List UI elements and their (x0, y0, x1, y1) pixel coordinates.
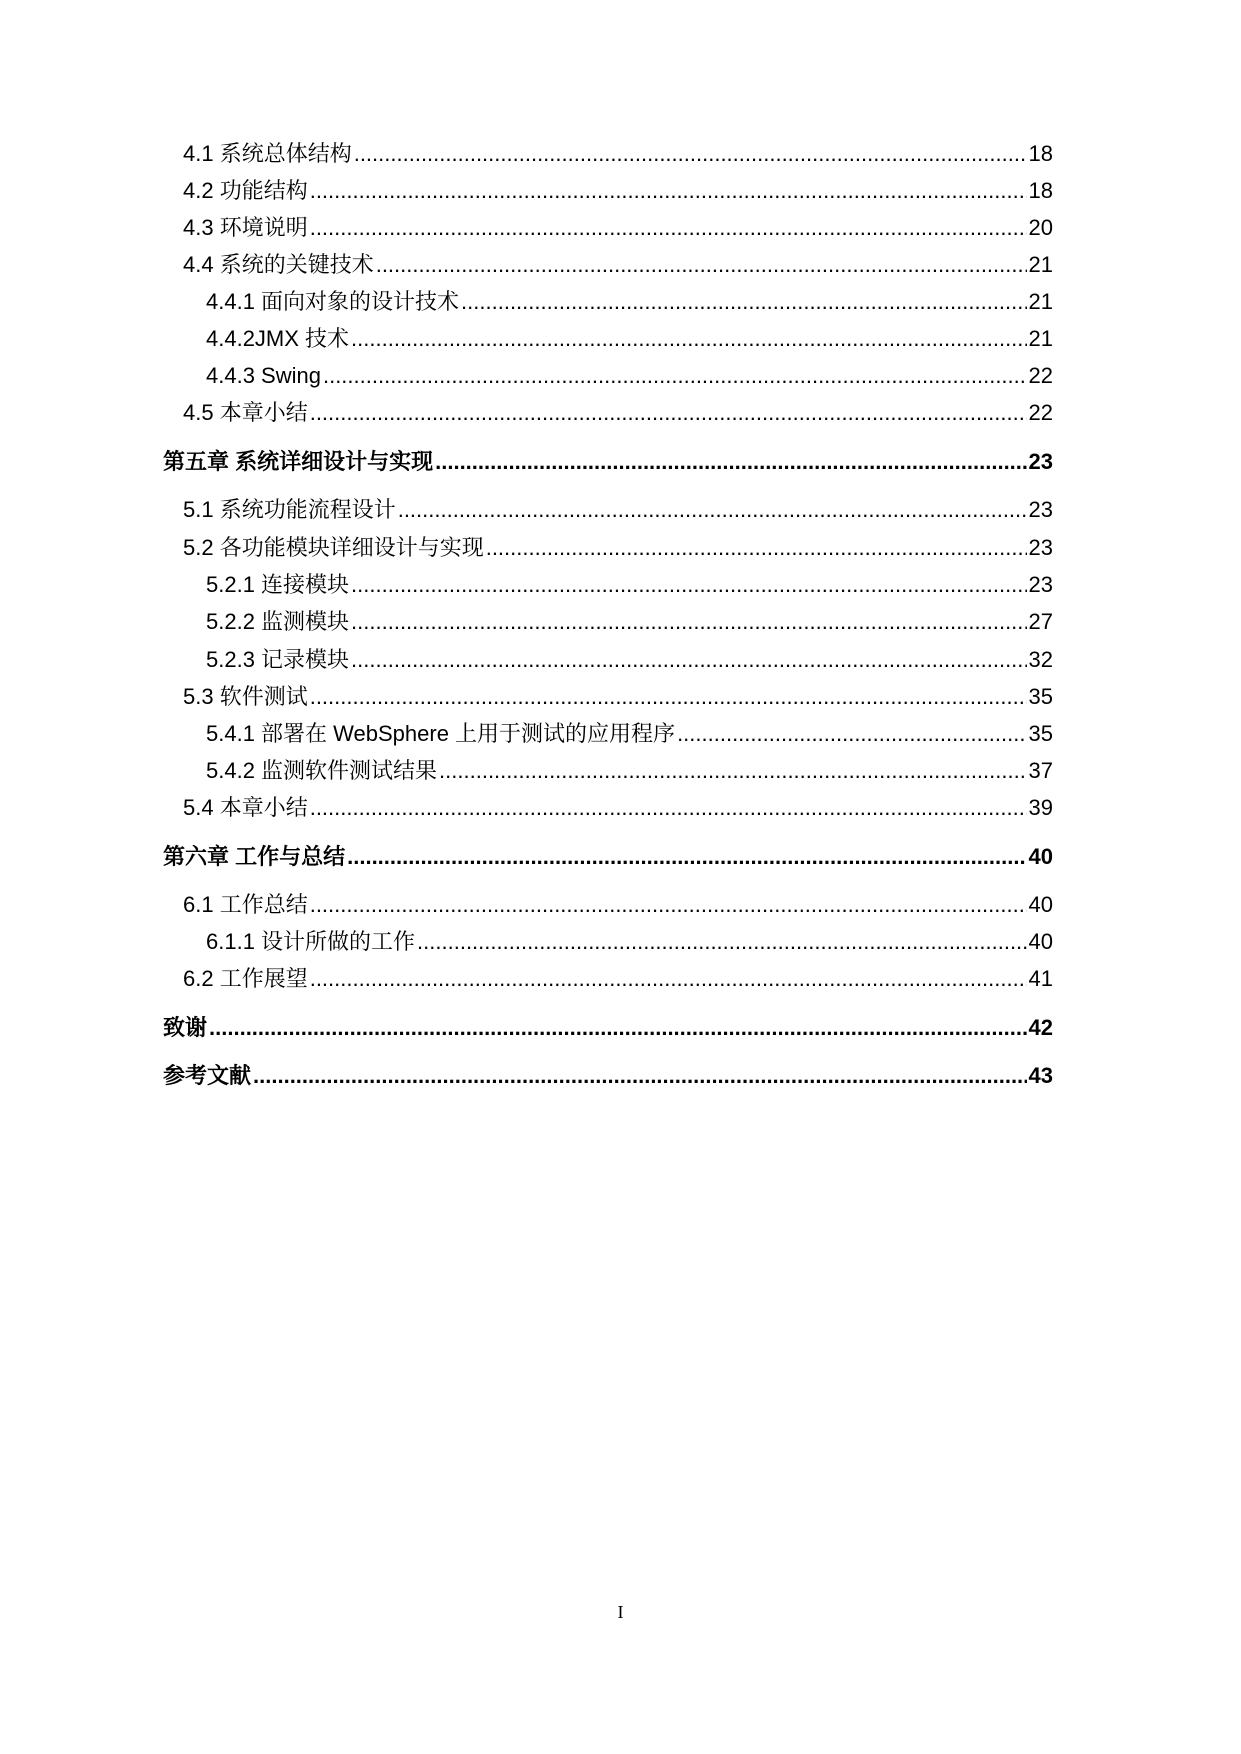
toc-entry-page: 42 (1028, 1015, 1053, 1040)
page-number: I (617, 1602, 624, 1622)
toc-entry-title: 5.2.1 连接模块 (206, 572, 350, 597)
toc-entry-page: 22 (1028, 400, 1053, 425)
toc-entry-title: 5.4.2 监测软件测试结果 (206, 758, 438, 783)
dot-leader (435, 447, 1026, 477)
toc-entry[interactable] (183, 139, 1053, 169)
toc-entry-title: 参考文献 (163, 1063, 252, 1088)
toc-chapter-entry[interactable] (163, 1013, 1053, 1043)
toc-entry-title: 5.2.3 记录模块 (206, 647, 350, 672)
toc-entry-page: 21 (1028, 326, 1053, 351)
toc-entry-page: 32 (1028, 647, 1053, 672)
dot-leader (310, 682, 1027, 712)
toc-entry-page: 37 (1028, 758, 1053, 783)
dot-leader (310, 793, 1027, 823)
dot-leader (323, 361, 1027, 391)
toc-entry[interactable] (183, 890, 1053, 920)
toc-entry-title: 5.4 本章小结 (183, 795, 308, 820)
dot-leader (461, 287, 1026, 317)
dot-leader (351, 645, 1026, 675)
toc-entry-page: 23 (1028, 572, 1053, 597)
toc-entry-title: 6.1.1 设计所做的工作 (206, 929, 416, 954)
toc-entry-title: 4.4.3 Swing (206, 363, 321, 388)
toc-entry-title: 4.4.1 面向对象的设计技术 (206, 289, 460, 314)
toc-entry-title: 4.4.2JMX 技术 (206, 326, 350, 351)
dot-leader (310, 890, 1027, 920)
dot-leader (417, 927, 1026, 957)
toc-entry-title: 5.1 系统功能流程设计 (183, 497, 396, 522)
toc-entry-page: 23 (1028, 535, 1053, 560)
toc-entry-title: 4.5 本章小结 (183, 400, 308, 425)
toc-entry-page: 22 (1028, 363, 1053, 388)
toc-entry-title: 4.1 系统总体结构 (183, 141, 352, 166)
dot-leader (347, 842, 1026, 872)
dot-leader (310, 398, 1027, 428)
toc-entry[interactable] (206, 361, 1053, 391)
toc-entry-page: 18 (1028, 141, 1053, 166)
toc-entry-page: 18 (1028, 178, 1053, 203)
toc-entry[interactable] (183, 533, 1053, 563)
dot-leader (209, 1013, 1027, 1043)
toc-entry-title: 4.3 环境说明 (183, 215, 308, 240)
dot-leader (351, 607, 1026, 637)
toc-entry-title: 致谢 (163, 1015, 208, 1040)
toc-entry-page: 21 (1028, 289, 1053, 314)
toc-entry-page: 43 (1028, 1063, 1053, 1088)
toc-entry-title: 5.2 各功能模块详细设计与实现 (183, 535, 484, 560)
toc-entry-title: 第五章 系统详细设计与实现 (163, 449, 434, 474)
toc-entry[interactable] (183, 176, 1053, 206)
toc-entry[interactable] (206, 570, 1053, 600)
toc-entry[interactable] (206, 607, 1053, 637)
dot-leader (351, 570, 1026, 600)
toc-entry[interactable] (183, 398, 1053, 428)
toc-entry-page: 27 (1028, 609, 1053, 634)
toc-entry[interactable] (206, 719, 1053, 749)
toc-entry[interactable] (206, 287, 1053, 317)
toc-entry[interactable] (183, 495, 1053, 525)
dot-leader (398, 495, 1027, 525)
toc-entry-page: 35 (1028, 684, 1053, 709)
toc-entry-page: 23 (1028, 449, 1053, 474)
toc-entry-title: 5.2.2 监测模块 (206, 609, 350, 634)
toc-entry-page: 40 (1028, 892, 1053, 917)
toc-chapter-entry[interactable] (163, 842, 1053, 872)
toc-entry-page: 39 (1028, 795, 1053, 820)
toc-entry-page: 40 (1028, 844, 1053, 869)
toc-entry[interactable] (183, 250, 1053, 280)
dot-leader (439, 756, 1026, 786)
toc-entry[interactable] (183, 213, 1053, 243)
dot-leader (354, 139, 1027, 169)
dot-leader (351, 324, 1026, 354)
dot-leader (376, 250, 1027, 280)
toc-entry-page: 21 (1028, 252, 1053, 277)
toc-entry[interactable] (206, 756, 1053, 786)
toc-entry[interactable] (206, 645, 1053, 675)
toc-entry[interactable] (183, 793, 1053, 823)
toc-chapter-entry[interactable] (163, 1061, 1053, 1091)
toc-entry-title: 5.3 软件测试 (183, 684, 308, 709)
toc-entry[interactable] (206, 324, 1053, 354)
toc-entry-page: 35 (1028, 721, 1053, 746)
toc-entry-title: 5.4.1 部署在 WebSphere 上用于测试的应用程序 (206, 721, 676, 746)
dot-leader (310, 964, 1027, 994)
toc-entry-title: 6.1 工作总结 (183, 892, 308, 917)
toc-entry-title: 6.2 工作展望 (183, 966, 308, 991)
toc-entry-title: 4.2 功能结构 (183, 178, 308, 203)
toc-entry-page: 20 (1028, 215, 1053, 240)
toc-entry[interactable] (206, 927, 1053, 957)
dot-leader (310, 176, 1027, 206)
toc-entry-page: 23 (1028, 497, 1053, 522)
toc-entry-page: 41 (1028, 966, 1053, 991)
toc-entry-page: 40 (1028, 929, 1053, 954)
dot-leader (253, 1061, 1027, 1091)
toc-entry[interactable] (183, 682, 1053, 712)
toc-entry[interactable] (183, 964, 1053, 994)
toc-chapter-entry[interactable] (163, 447, 1053, 477)
toc-entry-title: 第六章 工作与总结 (163, 844, 346, 869)
dot-leader (677, 719, 1026, 749)
dot-leader (486, 533, 1027, 563)
dot-leader (310, 213, 1027, 243)
toc-entry-title: 4.4 系统的关键技术 (183, 252, 374, 277)
